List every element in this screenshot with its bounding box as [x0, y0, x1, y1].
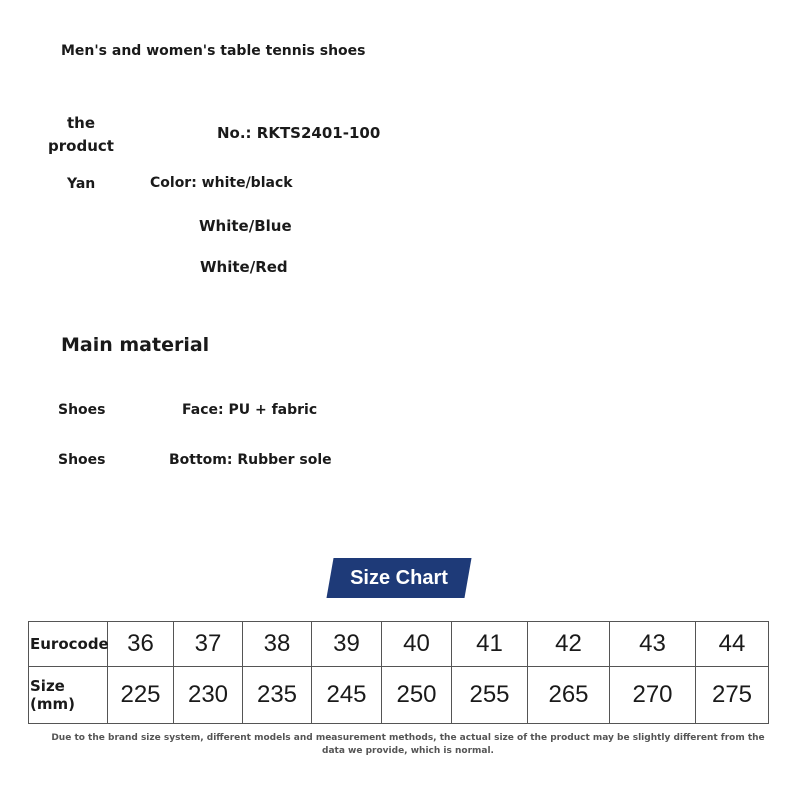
- eurocode-cell: 38: [243, 622, 312, 667]
- size-mm-cell: 270: [610, 666, 696, 723]
- size-disclaimer: Due to the brand size system, different models and measurement methods, the actual size of the product may be slightly different from the data we provide, which is normal.: [51, 733, 765, 756]
- color-label: Yan: [67, 176, 96, 192]
- color-value-3: White/Red: [200, 258, 288, 276]
- eurocode-row: [29, 622, 769, 667]
- size-mm-header: Size (mm): [29, 666, 108, 723]
- eurocode-cell: 36: [108, 622, 174, 667]
- eurocode-cell: 41: [452, 622, 528, 667]
- size-mm-cell: 235: [243, 666, 312, 723]
- product-label: the product: [48, 114, 114, 155]
- size-mm-cell: 250: [382, 666, 452, 723]
- size-mm-cell: 225: [108, 666, 174, 723]
- page-title: Men's and women's table tennis shoes: [61, 43, 366, 59]
- eurocode-cell: 42: [528, 622, 610, 667]
- material-row-value: Bottom: Rubber sole: [169, 452, 332, 468]
- size-mm-cell: 230: [174, 666, 243, 723]
- eurocode-cell: 44: [696, 622, 769, 667]
- eurocode-header: Eurocode: [29, 622, 108, 667]
- eurocode-cell: 40: [382, 622, 452, 667]
- size-chart-title: Size Chart: [350, 567, 448, 589]
- size-mm-cell: 245: [312, 666, 382, 723]
- size-mm-row: [29, 666, 769, 723]
- material-row-label: Shoes: [58, 452, 106, 468]
- eurocode-cell: 39: [312, 622, 382, 667]
- material-heading: Main material: [61, 334, 210, 356]
- size-mm-cell: 275: [696, 666, 769, 723]
- size-mm-cell: 265: [528, 666, 610, 723]
- color-value-2: White/Blue: [199, 217, 292, 235]
- eurocode-cell: 37: [174, 622, 243, 667]
- color-value-1: Color: white/black: [150, 175, 293, 191]
- size-mm-cell: 255: [452, 666, 528, 723]
- size-table: [28, 621, 769, 724]
- product-number: No.: RKTS2401-100: [217, 124, 381, 142]
- material-row-label: Shoes: [58, 402, 106, 418]
- eurocode-cell: 43: [610, 622, 696, 667]
- material-row-value: Face: PU + fabric: [182, 402, 318, 418]
